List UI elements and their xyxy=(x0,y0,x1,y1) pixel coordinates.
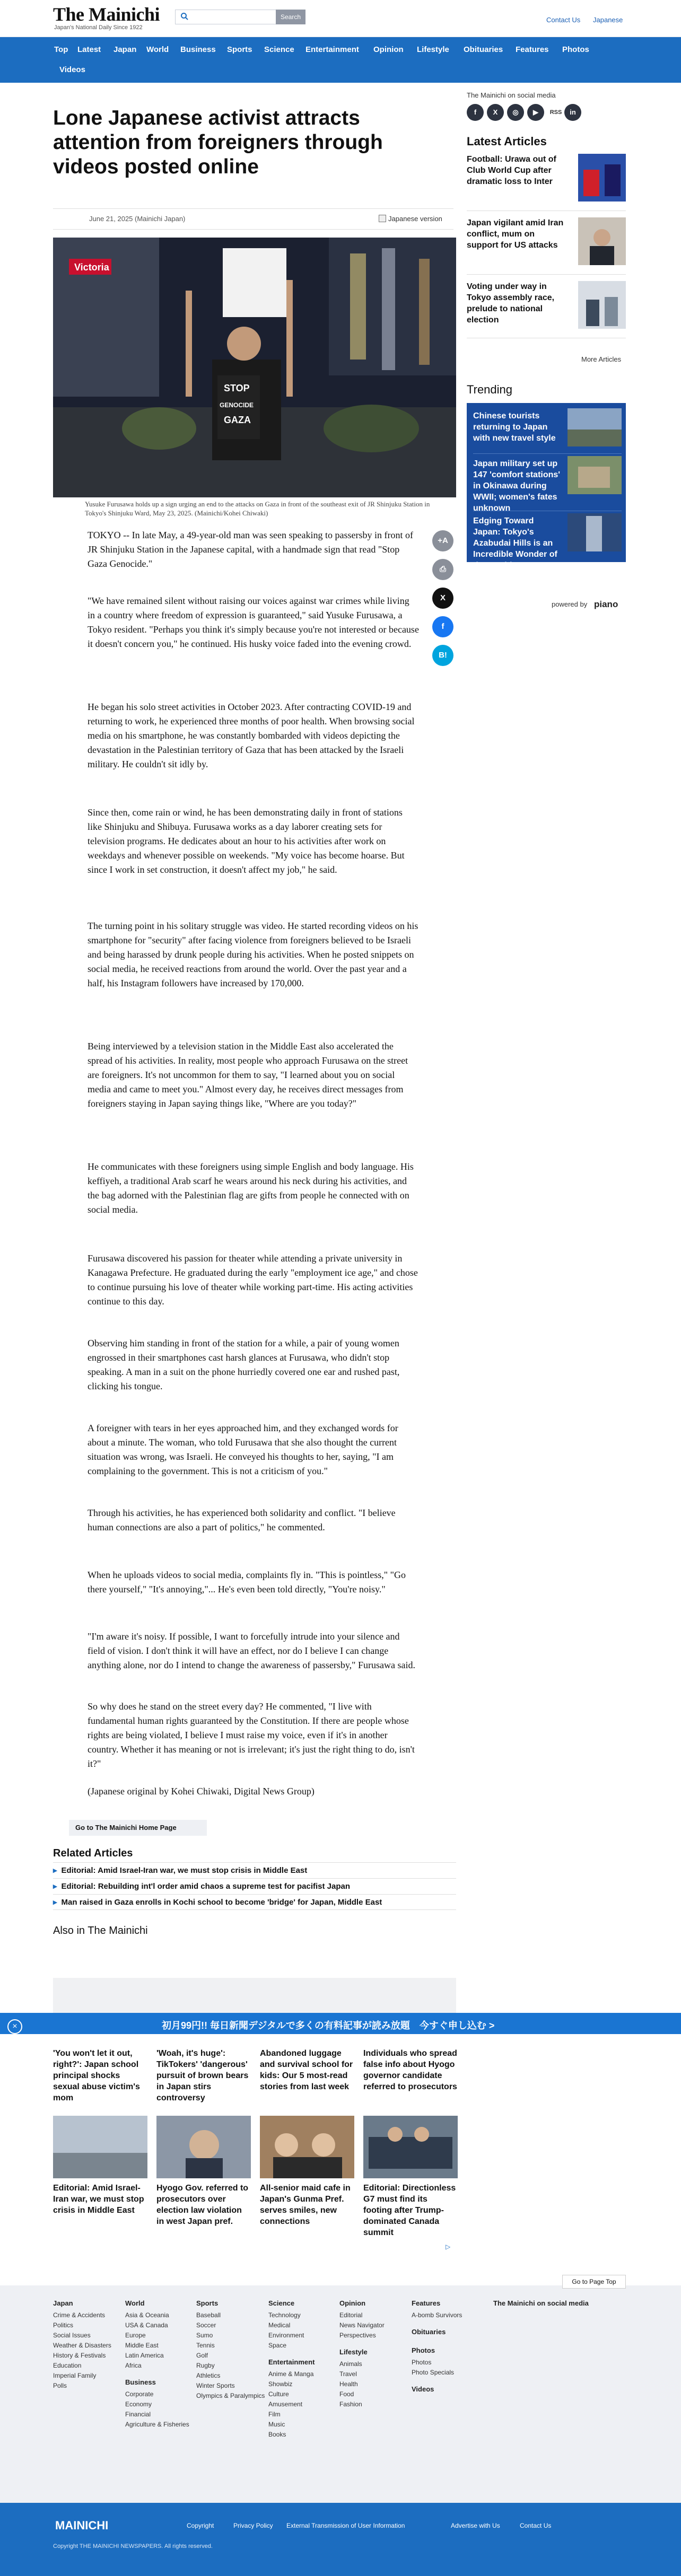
footer-link[interactable]: Asia & Oceania xyxy=(125,2311,169,2319)
latest-articles-title: Latest Articles xyxy=(467,135,547,148)
trending-article[interactable]: Chinese tourists returning to Japan with new travel style xyxy=(473,408,622,454)
trending-title: Trending xyxy=(467,383,513,396)
photo-caption: Yusuke Furusawa holds up a sign urging an end to the attacks on Gaza in front of the southeast exit of JR Shinjuku Station in Tokyo's Shinjuku Ward, May 23, 2025. (Mainichi/Kohei Chiwaki) xyxy=(85,500,430,517)
font-size-button[interactable]: +A xyxy=(432,530,453,551)
article-paragraph: Being interviewed by a television station in the Middle East also accelerated the spread of his activities. In reality, most people who approach Furusawa on the street are foreigners. It's not uncommon for them to say, "I learned about you on social media and came to meet you." Almost every day, he receives direct messages from foreigners staying in Japan saying things like, "Where are you today?" xyxy=(88,1041,408,1109)
nav-obituaries[interactable]: Obituaries xyxy=(464,45,503,54)
footer-bottom-link[interactable]: Contact Us xyxy=(520,2522,552,2529)
also-card[interactable]: All-senior maid cafe in Japan's Gunma Pref. serves smiles, new connections xyxy=(260,2113,354,2227)
document-icon xyxy=(379,215,386,222)
nav-photos[interactable]: Photos xyxy=(562,45,589,54)
article-date: June 21, 2025 (Mainichi Japan) xyxy=(89,215,186,223)
nav-japan[interactable]: Japan xyxy=(114,45,137,54)
footer-link[interactable]: Animals xyxy=(339,2360,362,2368)
article-paragraph: Since then, come rain or wind, he has been demonstrating daily in front of stations like Shinjuku and Shibuya. Furusawa works as a day laborer creating sets for television programs. He dedicates about an hour to his activities after work on weekdays and whenever possible on weekends. "My voice has become hoarse. But since I work in set construction, it doesn't affect my job," he said. xyxy=(88,807,405,875)
footer-link[interactable]: Social Issues xyxy=(53,2332,91,2339)
site-tagline: Japan's National Daily Since 1922 xyxy=(54,24,143,31)
related-article-link[interactable]: ▸ Editorial: Amid Israel-Iran war, we must stop crisis in Middle East xyxy=(53,1862,456,1878)
footer-link[interactable]: Weather & Disasters xyxy=(53,2342,111,2349)
card-photo xyxy=(53,2116,147,2178)
also-card[interactable]: 'You won't let it out, right?': Japan school principal shocks sexual abuse victim's mom xyxy=(53,2049,140,2102)
facebook-icon[interactable]: f xyxy=(467,104,484,121)
article-thumbnail xyxy=(568,408,622,446)
footer-link[interactable]: Photo Specials xyxy=(412,2369,455,2376)
article-thumbnail xyxy=(578,281,626,329)
nav-world[interactable]: World xyxy=(146,45,169,54)
page-top-button[interactable]: Go to Page Top xyxy=(562,2275,626,2289)
footer-bottom-link[interactable]: Privacy Policy xyxy=(233,2522,273,2529)
article-paragraph: He communicates with these foreigners using simple English and body language. His keffiyeh, a traditional Arab scarf he wears around his neck during his activities, and the bag adorned with the Palestinian flag are gifts from people he connected with on social media. xyxy=(88,1161,414,1215)
footer-bottom-link[interactable]: External Transmission of User Information xyxy=(286,2522,405,2529)
footer-link[interactable]: Politics xyxy=(53,2321,74,2329)
nav-sports[interactable]: Sports xyxy=(227,45,252,54)
search-input[interactable] xyxy=(175,10,281,24)
also-card[interactable]: Editorial: Amid Israel-Iran war, we must stop crisis in Middle East xyxy=(53,2113,147,2216)
nav-lifestyle[interactable]: Lifestyle xyxy=(417,45,449,54)
linkedin-icon[interactable]: in xyxy=(564,104,581,121)
footer-link[interactable]: Winter Sports xyxy=(196,2382,235,2389)
article-paragraph: TOKYO -- In late May, a 49-year-old man was seen speaking to passersby in front of JR Shinjuku Station in the Japanese capital, with a handmade sign that read "Stop Gaza Genocide." xyxy=(88,530,413,569)
nav-entertainment[interactable]: Entertainment xyxy=(305,45,359,54)
footer-column xyxy=(125,2299,189,2430)
footer-link[interactable]: Medical xyxy=(268,2321,291,2329)
footer-link[interactable]: Financial xyxy=(125,2411,151,2418)
footer-heading[interactable]: Entertainment xyxy=(268,2358,315,2366)
nav-top[interactable]: Top xyxy=(54,45,68,54)
footer-link[interactable]: Film xyxy=(268,2411,281,2418)
footer-link[interactable]: Golf xyxy=(196,2352,208,2359)
footer-link[interactable]: Photos xyxy=(412,2359,432,2366)
footer-link[interactable]: Rugby xyxy=(196,2362,215,2369)
also-in-mainichi-title: Also in The Mainichi xyxy=(53,1925,148,1937)
article-paragraph: The turning point in his solitary struggle was video. He started recording videos on his smartphone for "security" after facing violence from foreigners believed to be Israeli and being harassed by drunk people during his activities. When he posted snippets on social media, he received reactions from around the world. Over the past year and a half, his Instagram followers have increased by 170,000. xyxy=(88,921,418,988)
footer-link[interactable]: Latin America xyxy=(125,2352,164,2359)
footer-link[interactable]: USA & Canada xyxy=(125,2321,168,2329)
footer-link[interactable]: Soccer xyxy=(196,2321,216,2329)
footer-link[interactable]: Olympics & Paralympics xyxy=(196,2392,265,2399)
footer-heading[interactable]: Business xyxy=(125,2378,156,2386)
footer-link[interactable]: Perspectives xyxy=(339,2332,376,2339)
more-articles-link[interactable]: More Articles xyxy=(581,355,622,363)
footer-link[interactable]: Anime & Manga xyxy=(268,2370,314,2378)
footer-heading[interactable]: Lifestyle xyxy=(339,2348,368,2356)
footer-link[interactable]: News Navigator xyxy=(339,2321,385,2329)
footer-link[interactable]: Fashion xyxy=(339,2400,362,2408)
footer-heading[interactable]: Japan xyxy=(53,2299,73,2307)
footer-link[interactable]: Education xyxy=(53,2362,82,2369)
footer-heading[interactable]: Features xyxy=(412,2299,441,2307)
ad-choices-icon[interactable]: ▷ xyxy=(446,2243,451,2250)
footer-link[interactable]: A-bomb Survivors xyxy=(412,2311,462,2319)
footer-link[interactable]: Books xyxy=(268,2431,286,2438)
footer-heading[interactable]: World xyxy=(125,2299,145,2307)
also-card[interactable]: Individuals who spread false info about Hyogo governor candidate referred to prosecutors xyxy=(363,2049,457,2091)
close-icon[interactable]: × xyxy=(7,2019,22,2034)
ad-placeholder xyxy=(53,1978,456,2013)
footer-link[interactable]: Environment xyxy=(268,2332,304,2339)
print-icon[interactable]: ⎙ xyxy=(432,559,453,580)
article-paragraph: "We have remained silent without raising our voices against war crimes while living in a country where freedom of expression is guaranteed," said Yusuke Furusawa, a Tokyo resident. "Perhaps you think it's simply because you're not interested or because it doesn't concern you," he continued. His husky voice faded into the evening crowd. xyxy=(88,595,419,649)
nav-latest[interactable]: Latest xyxy=(77,45,101,54)
footer-link[interactable]: Agriculture & Fisheries xyxy=(125,2421,189,2428)
footer-link[interactable]: Food xyxy=(339,2390,354,2398)
footer-link[interactable]: Sumo xyxy=(196,2332,213,2339)
japanese-link[interactable]: Japanese xyxy=(593,16,623,24)
footer-link[interactable]: Space xyxy=(268,2342,287,2349)
latest-article[interactable]: Football: Urawa out of Club World Cup after dramatic loss to Inter xyxy=(467,154,626,211)
article-paragraph: Observing him standing in front of the station for a while, a pair of young women engrossed in their smartphones cast harsh glances at Furusawa, who didn't stop speaking. A man in a suit on the phone hurriedly covered one ear and rushed past, clicking his tongue. xyxy=(88,1338,400,1391)
footer-link[interactable]: Health xyxy=(339,2380,358,2388)
piano-logo: piano xyxy=(594,599,618,609)
related-article-link[interactable]: ▸ Editorial: Rebuilding int'l order amid chaos a supreme test for pacifist Japan xyxy=(53,1878,456,1894)
footer-link[interactable]: Polls xyxy=(53,2382,67,2389)
also-card[interactable]: Hyogo Gov. referred to prosecutors over election law violation in west Japan pref. xyxy=(156,2113,251,2227)
photo-sign-genocide: GENOCIDE xyxy=(220,401,254,409)
nav-business[interactable]: Business xyxy=(180,45,216,54)
footer-link[interactable]: Athletics xyxy=(196,2372,221,2379)
photo-sign-stop: STOP xyxy=(224,383,250,393)
footer-heading[interactable]: Obituaries xyxy=(412,2328,446,2336)
site-logo[interactable]: The Mainichi xyxy=(53,4,160,25)
also-card[interactable]: 'Woah, it's huge': TikTokers' 'dangerous' pursuit of brown bears in Japan stirs controversy xyxy=(156,2049,249,2102)
trending-article[interactable]: Japan military set up 147 'comfort stations' in Okinawa during WWII; women's fates unknown xyxy=(473,456,622,511)
footer-link[interactable]: Imperial Family xyxy=(53,2372,97,2379)
article-paragraph: A foreigner with tears in her eyes approached him, and they exchanged words for about a minute. The woman, who told Furusawa that she also thought the current situation was wrong, was Israeli. He conveyed his thoughts to her, saying, "I am complaining to the government. This is not a criticism of you." xyxy=(88,1423,398,1476)
trending-article[interactable]: Edging Toward Japan: Tokyo's Azabudai Hills is an Incredible Wonder of the World xyxy=(473,513,622,559)
x-icon[interactable]: X xyxy=(487,104,504,121)
main-nav xyxy=(0,37,681,83)
footer-column xyxy=(268,2299,315,2440)
rss-icon[interactable]: RSS xyxy=(549,109,562,116)
also-card[interactable]: Abandoned luggage and survival school for kids: Our 5 most-read stories from last week xyxy=(260,2049,353,2091)
nav-science[interactable]: Science xyxy=(264,45,294,54)
article-paragraph: Furusawa discovered his passion for theater while attending a private university in Kanagawa Prefecture. He graduated during the early "employment ice age," and chose to continue pursuing his love of theater while working part-time. His acting activities continue to this day. xyxy=(88,1253,418,1307)
footer-heading[interactable]: Photos xyxy=(412,2346,435,2354)
footer-bottom-link[interactable]: Advertise with Us xyxy=(451,2522,500,2529)
article-paragraph: He began his solo street activities in October 2023. After contracting COVID-19 and returning to work, he experienced three months of poor health. When browsing social media on his smartphone, he was constantly bombarded with videos depicting the devastation in the Palestinian territory of Gaza that has been attacked by the Israeli military. He couldn't sit idly by. xyxy=(88,702,415,769)
latest-article[interactable]: Japan vigilant amid Iran conflict, mum on support for US attacks xyxy=(467,217,626,275)
banner-text[interactable]: 初月99円!! 毎日新聞デジタルで多くの有料記事が読み放題 今すぐ申し込む > xyxy=(162,2020,495,2031)
footer-column xyxy=(196,2299,265,2401)
instagram-icon[interactable]: ◎ xyxy=(507,104,524,121)
home-page-link[interactable]: Go to The Mainichi Home Page xyxy=(69,1820,207,1836)
article-thumbnail xyxy=(578,217,626,265)
footer-link[interactable]: Africa xyxy=(125,2362,142,2369)
x-share-icon[interactable]: X xyxy=(432,588,453,609)
footer-link[interactable]: Editorial xyxy=(339,2311,363,2319)
footer-heading[interactable]: The Mainichi on social media xyxy=(493,2299,589,2307)
chevron-right-icon: ▸ xyxy=(53,1898,57,1907)
nav-features[interactable]: Features xyxy=(516,45,549,54)
footer-link[interactable]: Travel xyxy=(339,2370,357,2378)
also-card[interactable]: Editorial: Directionless G7 must find its footing after Trump-dominated Canada summit xyxy=(363,2113,458,2238)
social-media-title: The Mainichi on social media xyxy=(467,91,556,99)
article-thumbnail xyxy=(568,456,622,494)
youtube-icon[interactable]: ▶ xyxy=(527,104,544,121)
related-articles-title: Related Articles xyxy=(53,1847,133,1859)
article-photo[interactable] xyxy=(53,238,456,497)
footer-link[interactable]: Showbiz xyxy=(268,2380,293,2388)
article-headline: Lone Japanese activist attracts attention from foreigners through videos posted online xyxy=(53,107,383,178)
powered-by-label: powered by xyxy=(552,600,588,608)
footer-logo[interactable]: MAINICHI xyxy=(55,2519,109,2532)
footer-link[interactable]: History & Festivals xyxy=(53,2352,106,2359)
japanese-version-link[interactable]: Japanese version xyxy=(388,215,442,223)
article-byline: (Japanese original by Kohei Chiwaki, Digital News Group) xyxy=(88,1786,315,1797)
latest-article[interactable]: Voting under way in Tokyo assembly race, prelude to national election xyxy=(467,281,626,338)
footer-bottom-link[interactable]: Copyright xyxy=(187,2522,214,2529)
footer-column xyxy=(53,2299,111,2391)
copyright-text: Copyright THE MAINICHI NEWSPAPERS. All rights reserved. xyxy=(53,2543,213,2549)
footer-heading[interactable]: Videos xyxy=(412,2385,434,2393)
nav-videos[interactable]: Videos xyxy=(59,65,85,74)
article-thumbnail xyxy=(568,513,622,551)
footer-bar xyxy=(0,2503,681,2576)
footer-link[interactable]: Baseball xyxy=(196,2311,221,2319)
footer-link[interactable]: Culture xyxy=(268,2390,289,2398)
footer-column xyxy=(339,2299,385,2409)
nav-opinion[interactable]: Opinion xyxy=(373,45,404,54)
footer-link[interactable]: Corporate xyxy=(125,2390,154,2398)
card-photo xyxy=(156,2116,251,2178)
trending-box xyxy=(467,403,626,570)
footer-link[interactable]: Europe xyxy=(125,2332,146,2339)
contact-us-link[interactable]: Contact Us xyxy=(546,16,581,24)
search-button[interactable]: Search xyxy=(276,10,305,24)
article-paragraph: "I'm aware it's noisy. If possible, I want to forcefully intrude into your silence and field of vision. I don't think it will have an effect, nor do I believe I can change anything alone, nor do I intend to change the awareness of passersby," Furusawa said. xyxy=(88,1631,416,1670)
hatena-share-icon[interactable]: B! xyxy=(432,645,453,666)
footer-link[interactable]: Music xyxy=(268,2421,285,2428)
footer-column xyxy=(412,2299,462,2396)
related-article-link[interactable]: ▸ Man raised in Gaza enrolls in Kochi school to become 'bridge' for Japan, Middle East xyxy=(53,1894,456,1910)
article-thumbnail xyxy=(578,154,626,201)
photo-sign-victoria: Victoria xyxy=(74,262,109,273)
footer-link[interactable]: Middle East xyxy=(125,2342,159,2349)
footer-link[interactable]: Amusement xyxy=(268,2400,303,2408)
photo-sign-gaza: GAZA xyxy=(224,415,251,425)
article-paragraph: So why does he stand on the street every day? He commented, "I live with fundamental human rights guaranteed by the Constitution. If there are people whose rights are being violated, I believe I must raise my voice, even if it's in another country. Whether it has meaning or not is irrelevant; it's just the right thing to do, isn't it?" xyxy=(88,1701,415,1769)
chevron-right-icon: ▸ xyxy=(53,1882,57,1891)
card-photo xyxy=(260,2116,354,2178)
footer-link[interactable]: Economy xyxy=(125,2400,152,2408)
article-paragraph: Through his activities, he has experienced both solidarity and conflict. "I believe human connections are also a part of politics," he commented. xyxy=(88,1508,396,1532)
footer-link[interactable]: Tennis xyxy=(196,2342,215,2349)
facebook-share-icon[interactable]: f xyxy=(432,616,453,637)
chevron-right-icon: ▸ xyxy=(53,1866,57,1875)
footer-column xyxy=(493,2299,589,2310)
article-paragraph: When he uploads videos to social media, complaints fly in. "This is pointless," "Go there yourself," "It's annoying,"... He's even been told directly, "You're noisy." xyxy=(88,1570,406,1594)
footer-heading[interactable]: Science xyxy=(268,2299,295,2307)
footer-heading[interactable]: Opinion xyxy=(339,2299,366,2307)
footer-link[interactable]: Technology xyxy=(268,2311,301,2319)
card-photo xyxy=(363,2116,458,2178)
footer-link[interactable]: Crime & Accidents xyxy=(53,2311,106,2319)
footer-heading[interactable]: Sports xyxy=(196,2299,219,2307)
search-icon xyxy=(180,12,189,21)
